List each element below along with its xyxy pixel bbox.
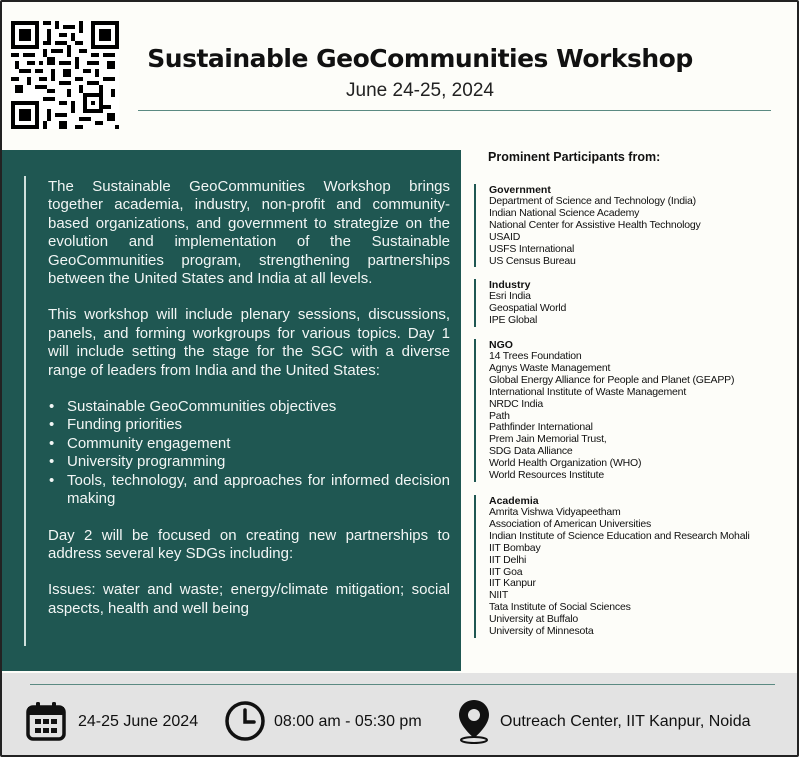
footer-location: Outreach Center, IIT Kanpur, Noida [500,713,751,730]
description-text [48,178,450,618]
participant-item: Global Energy Alliance for People and Planet (GEAPP) [489,373,735,386]
participant-item: Association of American Universities [489,517,652,530]
participant-item: Geospatial World [489,301,567,314]
topic-item: • Tools, technology, and approaches for informed decision making [48,472,450,509]
participant-item: SDG Data Alliance [489,445,573,458]
footer-date: 24-25 June 2024 [78,713,199,730]
topic-item: • Funding priorities [48,416,450,434]
clock-icon [224,700,266,747]
title-divider [138,110,771,111]
participant-item: Indian National Science Academy [489,206,640,219]
description-panel [2,150,461,671]
participant-item: University of Minnesota [489,625,594,638]
participant-item: IIT Bombay [489,541,541,554]
event-info-footer [2,673,797,755]
participant-group-academia [474,495,796,638]
topics-list [48,398,450,508]
footer-time: 08:00 am - 05:30 pm [274,713,422,730]
participant-item: International Institute of Waste Management [489,385,687,398]
calendar-icon [26,701,66,746]
participant-item: Esri India [489,290,531,302]
participant-item: Pathfinder International [489,421,593,434]
description-paragraph: Issues: water and waste; energy/climate mitigation; social aspects, health and well being [48,581,450,617]
participant-item: NRDC India [489,397,544,410]
participant-item: IIT Goa [489,565,523,578]
description-paragraph: Day 2 will be focused on creating new partnerships to address several key SDGs including: [48,526,450,562]
participant-group-industry [474,279,796,327]
participant-group-government [474,184,796,267]
participant-item: IIT Delhi [489,553,527,566]
participant-item: 14 Trees Foundation [489,350,582,362]
event-date-subtitle: June 24-25, 2024 [346,80,494,101]
participant-item: Agnys Waste Management [489,361,611,374]
participant-item: IIT Kanpur [489,577,536,590]
participant-item: Department of Science and Technology (India) [489,195,696,207]
participant-item: US Census Bureau [489,254,576,267]
participant-item: IPE Global [489,313,538,326]
participant-item: Prem Jain Memorial Trust, [489,433,607,446]
topic-item: • University programming [48,453,450,471]
description-paragraph: This workshop will include plenary sessions, discussions, panels, and forming workgroups for various topics. Day 1 will include setting the stage for the SGC with a diverse range of leaders from India and the United States: [48,306,450,379]
topic-item: • Sustainable GeoCommunities objectives [48,398,450,416]
participant-item: World Resources Institute [489,469,605,482]
group-name: Academia [489,495,539,507]
participant-item: World Health Organization (WHO) [489,457,642,470]
page-title: Sustainable GeoCommunities Workshop [147,44,693,73]
qr-code-icon[interactable] [11,21,119,129]
footer-divider [30,684,775,685]
participant-item: University at Buffalo [489,613,578,626]
participant-item: National Center for Assistive Health Technology [489,218,701,231]
group-name: Industry [489,279,531,291]
participant-item: USFS International [489,242,575,255]
group-name: NGO [489,339,513,351]
participants-heading: Prominent Participants from: [488,150,661,164]
participant-item: USAID [489,230,521,243]
group-name: Government [489,184,551,196]
description-paragraph: The Sustainable GeoCommunities Workshop brings together academia, industry, non-profit and community-based organizations, and government to strategize on the evolution and implementation of the Sustainable GeoCommunities program, strengthening partnerships between the United States and India at all levels. [48,178,450,288]
participant-item: NIIT [489,589,509,602]
participant-item: Tata Institute of Social Sciences [489,601,631,614]
participant-item: Amrita Vishwa Vidyapeetham [489,506,621,518]
topic-item: • Community engagement [48,435,450,453]
location-pin-icon [456,698,492,749]
participant-item: Path [489,409,510,422]
participant-item: Indian Institute of Science Education and Research Mohali [489,529,750,542]
participant-group-ngo [474,339,796,482]
